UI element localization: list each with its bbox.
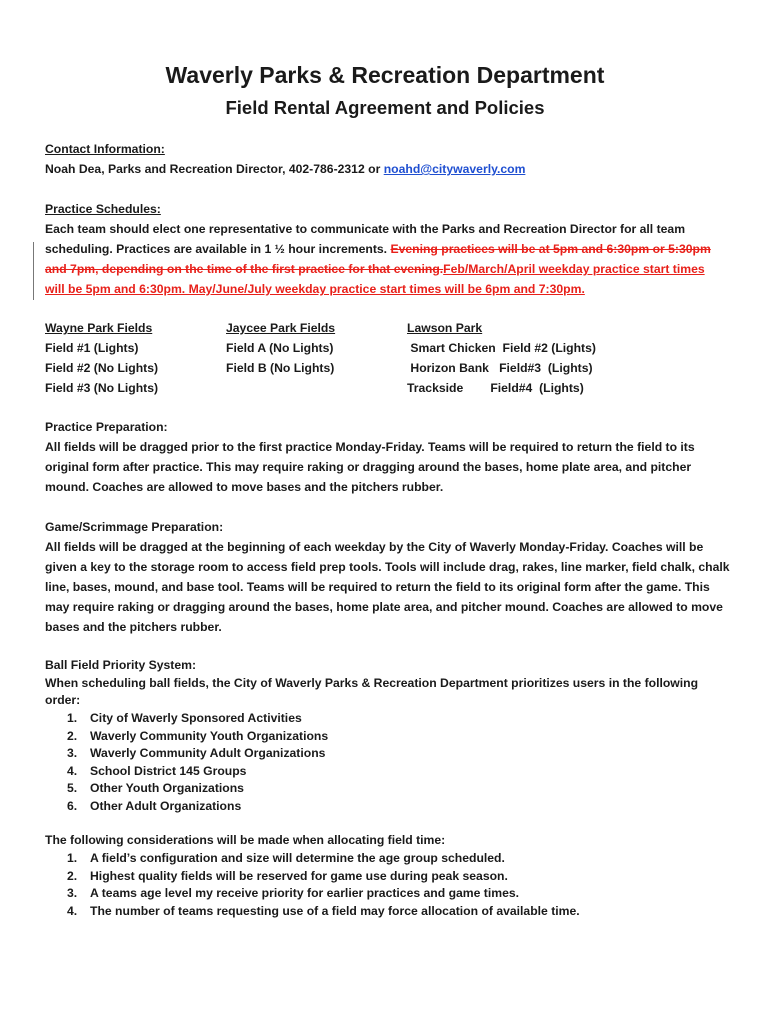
- wayne-field: Field #2 (No Lights): [45, 361, 159, 375]
- inserted-text: Feb/March/April weekday practice start times: [443, 262, 705, 276]
- list-item: [67, 903, 580, 921]
- contact-line: [45, 159, 735, 179]
- list-text: Highest quality fields will be reserved for game use during peak season.: [90, 868, 508, 883]
- priority-heading: Ball Field Priority System:: [45, 658, 197, 672]
- practice-schedules-line-4: will be 5pm and 6:30pm. May/June/July weekday practice start times will be 6pm and 7:30pm.: [45, 282, 585, 296]
- list-number: 3.: [67, 746, 78, 760]
- contact-section: [45, 139, 735, 179]
- email-link[interactable]: noahd@citywaverly.com: [383, 162, 526, 176]
- list-number: 3.: [67, 886, 78, 900]
- priority-intro: When scheduling ball fields, the City of Waverly Parks & Recreation Department prioritizes users in the following: [45, 675, 699, 690]
- considerations-intro: The following considerations will be made when allocating field time:: [45, 833, 446, 847]
- page-title: Waverly Parks & Recreation Department: [165, 62, 605, 88]
- wayne-park-heading: Wayne Park Fields: [45, 321, 153, 335]
- practice-prep-heading: Practice Preparation:: [45, 420, 168, 434]
- jaycee-park-column: [226, 318, 335, 378]
- struck-text: and 7pm, depending on the time of the first practice for that evening.: [45, 262, 444, 276]
- lawson-field: Trackside Field#4 (Lights): [407, 381, 584, 395]
- list-number: 2.: [67, 728, 78, 743]
- list-text: A field’s configuration and size will determine the age group scheduled.: [90, 851, 505, 865]
- priority-list: [67, 710, 328, 815]
- contact-text: Noah Dea, Parks and Recreation Director, 402-786-2312 or: [45, 162, 384, 176]
- line-2-text: scheduling. Practices are available in 1 ½ hour increments.: [45, 242, 391, 256]
- paragraph-line: All fields will be dragged prior to the first practice Monday-Friday. Teams will be required to return the field to its: [45, 440, 695, 454]
- list-item: [67, 728, 328, 746]
- list-item: [67, 763, 328, 781]
- contact-heading: Contact Information:: [45, 142, 165, 156]
- lawson-park-column: [407, 318, 596, 398]
- wayne-park-column: [45, 318, 158, 398]
- practice-prep-section: [45, 417, 735, 497]
- list-number: 1.: [67, 711, 78, 725]
- lawson-park-heading: Lawson Park: [407, 321, 483, 335]
- struck-text: Evening practices will be at 5pm and 6:30pm or 5:30pm: [390, 242, 711, 256]
- revision-bar: [33, 242, 34, 300]
- list-number: 6.: [67, 798, 78, 813]
- wayne-field: Field #1 (Lights): [45, 341, 139, 355]
- game-prep-heading: Game/Scrimmage Preparation:: [45, 520, 224, 534]
- page-subtitle: Field Rental Agreement and Policies: [225, 97, 545, 118]
- list-text: Waverly Community Adult Organizations: [90, 746, 326, 760]
- list-item: [67, 745, 328, 763]
- list-item: [67, 780, 328, 798]
- paragraph-line: mound. Coaches are allowed to move bases and the pitchers rubber.: [45, 480, 444, 494]
- wayne-field: Field #3 (No Lights): [45, 381, 159, 395]
- list-text: Other Youth Organizations: [90, 781, 244, 795]
- considerations-list: [67, 850, 580, 920]
- list-text: The number of teams requesting use of a field may force allocation of available time.: [90, 903, 580, 918]
- list-number: 5.: [67, 781, 78, 795]
- list-text: Other Adult Organizations: [90, 798, 242, 813]
- list-text: A teams age level my receive priority for earlier practices and game times.: [90, 886, 520, 900]
- list-number: 4.: [67, 903, 78, 918]
- list-item: [67, 868, 580, 886]
- paragraph-line: given a key to the storage room to access field prep tools. Tools will include drag, rakes, line marker, field chalk, chalk: [45, 560, 730, 574]
- list-item: [67, 798, 328, 816]
- lawson-field: Smart Chicken Field #2 (Lights): [407, 341, 596, 355]
- jaycee-park-heading: Jaycee Park Fields: [226, 321, 336, 335]
- paragraph-line: line, bases, mound, and base tool. Teams will be required to return the field to its original form after the game. This: [45, 580, 710, 594]
- practice-schedules-line-2: [45, 239, 735, 259]
- list-item: [67, 850, 580, 868]
- practice-schedules-line-3: [45, 259, 735, 279]
- paragraph-line: original form after practice. This may require raking or dragging around the bases, home plate area, and pitcher: [45, 460, 692, 474]
- priority-intro: order:: [45, 693, 81, 707]
- jaycee-field: Field B (No Lights): [226, 361, 335, 375]
- list-number: 4.: [67, 763, 78, 778]
- practice-schedules-section: [45, 199, 735, 299]
- list-number: 1.: [67, 851, 78, 865]
- considerations-section: [45, 832, 735, 850]
- jaycee-field: Field A (No Lights): [226, 341, 334, 355]
- list-text: School District 145 Groups: [90, 763, 247, 778]
- list-text: City of Waverly Sponsored Activities: [90, 711, 302, 725]
- game-prep-section: [45, 517, 735, 637]
- list-number: 2.: [67, 868, 78, 883]
- paragraph-line: bases and the pitchers rubber.: [45, 620, 222, 634]
- lawson-field: Horizon Bank Field#3 (Lights): [407, 361, 593, 375]
- list-item: [67, 710, 328, 728]
- priority-section: [45, 657, 735, 710]
- practice-schedules-line-1: Each team should elect one representative to communicate with the Parks and Recreation Director for all team: [45, 222, 686, 236]
- practice-schedules-heading: Practice Schedules:: [45, 202, 161, 216]
- list-item: [67, 885, 580, 903]
- paragraph-line: may require raking or dragging around the bases, home plate area, and pitcher mound. Coaches are allowed to move: [45, 600, 723, 614]
- paragraph-line: All fields will be dragged at the beginning of each weekday by the City of Waverly Monday-Friday. Coaches will be: [45, 540, 704, 554]
- list-text: Waverly Community Youth Organizations: [90, 728, 329, 743]
